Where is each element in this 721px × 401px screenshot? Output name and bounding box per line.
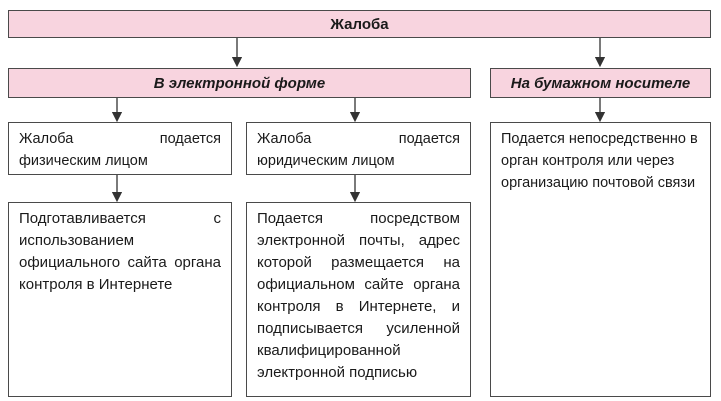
node-individual [8,122,232,175]
node-legal-desc-text: Подается посредством электронной почты, адрес которой размещается на официальном сайте органа контроля в Интернете, и подписывается усиленной квалифицированной электронной подписью [257,210,460,381]
root-label: Жалоба [330,15,389,33]
node-individual-text: Жалоба подается физическим лицом [19,131,221,169]
root-node [8,10,711,38]
branch-paper [490,68,711,98]
branch-paper-label: На бумажном носителе [510,74,691,92]
node-paper-desc-text: Подается непосредственно в орган контроля или через организацию почтовой связи [501,131,698,191]
node-legal-desc [246,202,471,397]
branch-electronic-label: В электронной форме [153,74,326,92]
branch-electronic [8,68,471,98]
node-individual-desc-text: Подготавливается с использованием официального сайта органа контроля в Интернете [19,210,221,293]
node-legal [246,122,471,175]
node-paper-desc [490,122,711,397]
node-legal-text: Жалоба подается юридическим лицом [257,131,460,169]
node-individual-desc [8,202,232,397]
